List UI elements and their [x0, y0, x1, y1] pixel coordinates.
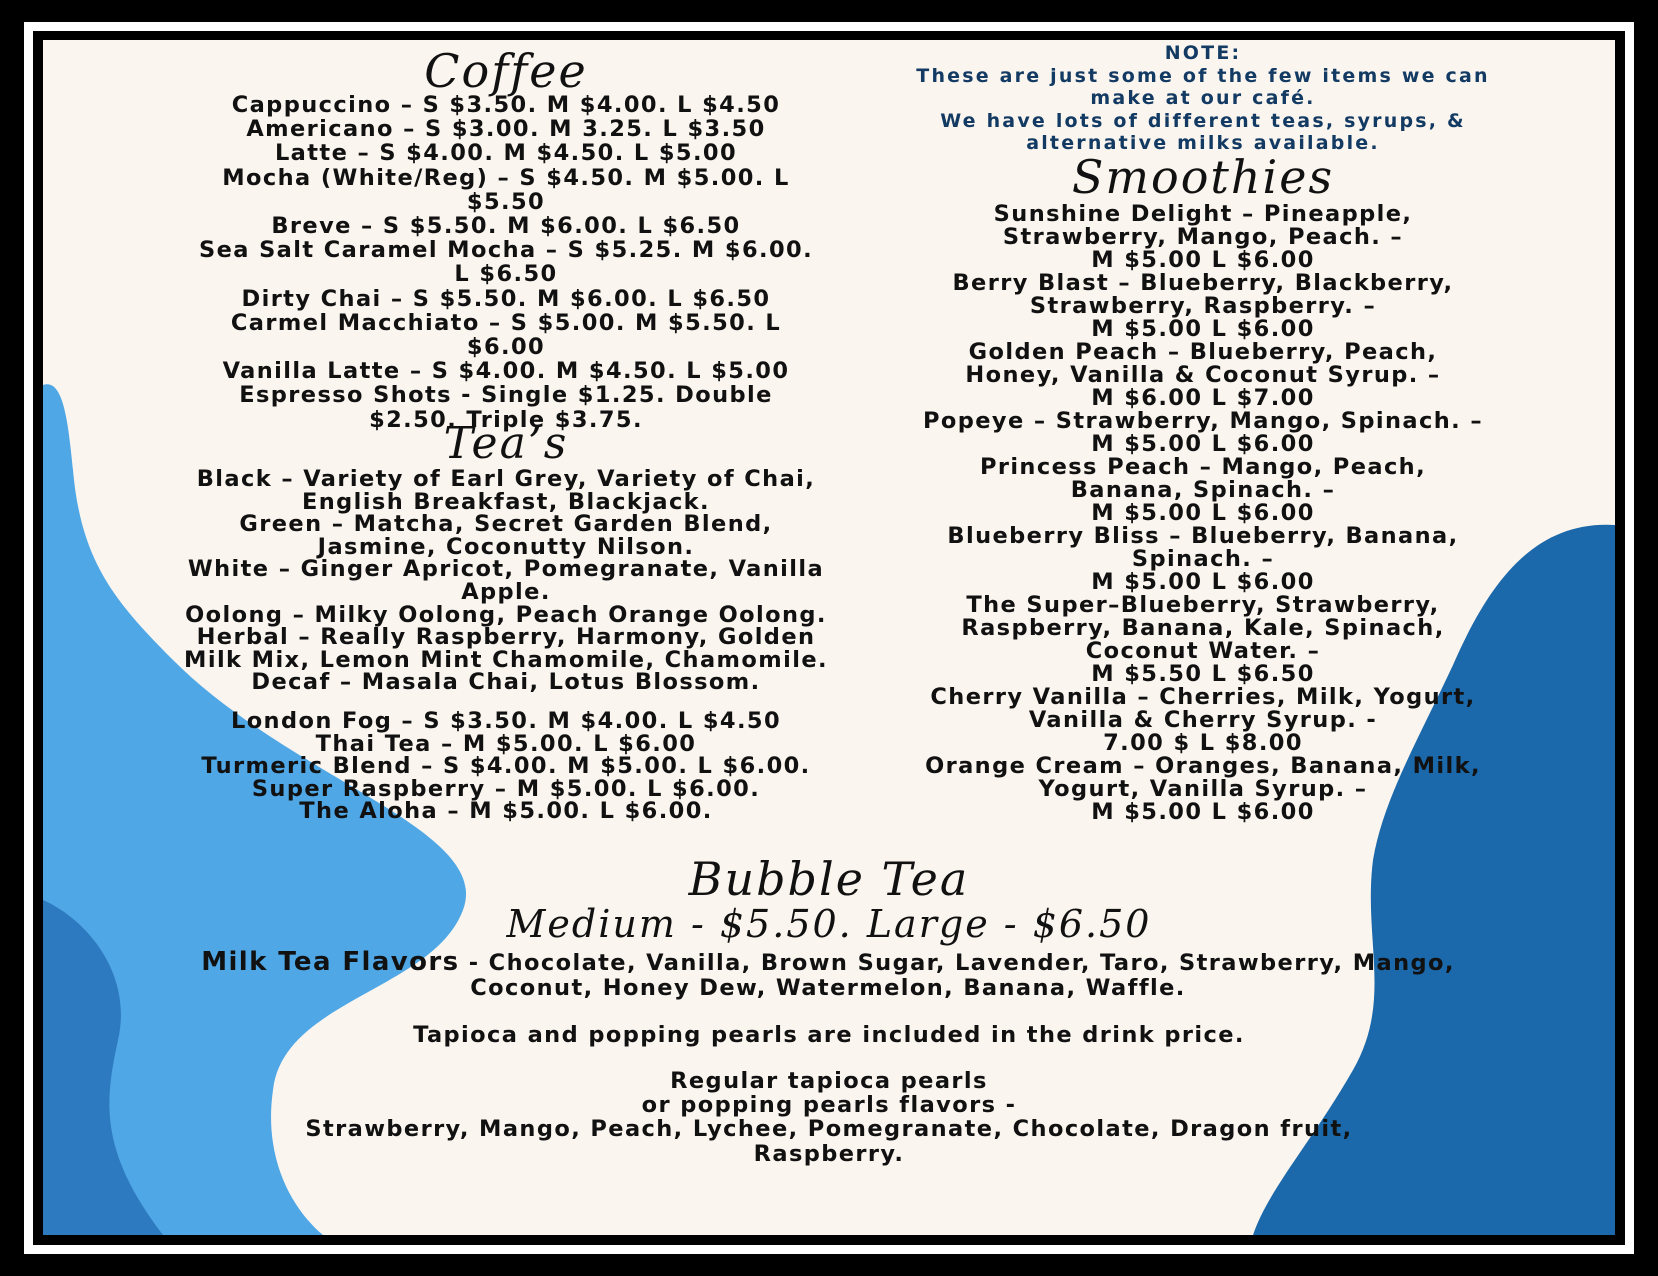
tea-drink-item: Thai Tea – M $5.00. L $6.00: [315, 730, 697, 757]
smoothie-line: Strawberry, Raspberry. –: [1029, 293, 1377, 319]
note-line: These are just some of the few items we can: [916, 64, 1490, 87]
smoothie-line: Banana, Spinach. –: [1070, 477, 1336, 503]
smoothie-line: The Super–Blueberry, Strawberry,: [966, 592, 1440, 618]
menu-note: [843, 42, 1563, 155]
coffee-item: Espresso Shots - Single $1.25. Double: [239, 382, 773, 409]
tea-drink-item: Turmeric Blend – S $4.00. M $5.00. L $6.00.: [201, 753, 811, 780]
coffee-list: [71, 93, 941, 432]
bubble-tea-section-title: Bubble Tea: [688, 852, 970, 906]
smoothie-line: Cherry Vanilla – Cherries, Milk, Yogurt,: [930, 684, 1476, 710]
smoothie-price: M $5.00 L $6.00: [1091, 799, 1315, 825]
coffee-item: Vanilla Latte – S $4.00. M $4.50. L $5.00: [222, 358, 790, 385]
bubble-tea-size-prices: Medium - $5.50. Large - $6.50: [506, 902, 1152, 946]
note-line: We have lots of different teas, syrups, &: [940, 109, 1466, 132]
milk-tea-flavors: [193, 947, 1463, 1001]
coffee-item: Dirty Chai – S $5.50. M $6.00. L $6.50: [241, 285, 771, 312]
smoothie-line: Popeye – Strawberry, Mango, Spinach. –: [923, 408, 1483, 434]
smoothie-price: M $6.00 L $7.00: [1091, 385, 1315, 411]
tea-variety-line: Jasmine, Coconutty Nilson.: [317, 533, 695, 560]
coffee-item: Mocha (White/Reg) – S $4.50. M $5.00. L: [222, 164, 790, 191]
tea-variety-line: Apple.: [461, 578, 551, 605]
smoothie-line: Blueberry Bliss – Blueberry, Banana,: [947, 523, 1459, 549]
coffee-item: Cappuccino – S $3.50. M $4.00. L $4.50: [231, 92, 781, 118]
smoothie-line: Spinach. –: [1131, 546, 1275, 572]
milk-tea-label: Milk Tea Flavors: [201, 947, 460, 977]
smoothie-line: Orange Cream – Oranges, Banana, Milk,: [925, 753, 1481, 779]
smoothie-price: M $5.00 L $6.00: [1091, 247, 1315, 273]
coffee-item: $6.00: [466, 334, 546, 361]
coffee-item: L $6.50: [454, 261, 558, 288]
tea-variety-line: Herbal – Really Raspberry, Harmony, Golden: [196, 624, 816, 651]
tea-variety-line: Milk Mix, Lemon Mint Chamomile, Chamomile.: [184, 646, 828, 673]
smoothie-line: Golden Peach – Blueberry, Peach,: [968, 339, 1438, 365]
milk-tea-flavor-list: - Chocolate, Vanilla, Brown Sugar, Lavender, Taro, Strawberry, Mango, Coconut, Honey Dew, Watermelon, Banana, Waffle.: [459, 950, 1455, 1001]
tea-drink-item: Super Raspberry – M $5.00. L $6.00.: [251, 775, 761, 802]
smoothie-line: Coconut Water. –: [1085, 638, 1321, 664]
coffee-section-title: Coffee: [424, 44, 588, 98]
smoothie-price: 7.00 $ L $8.00: [1103, 730, 1303, 756]
smoothies-list: [843, 203, 1563, 824]
pearl-heading-line: Regular tapioca pearls: [670, 1068, 988, 1094]
tea-section-title: Tea’s: [443, 418, 569, 469]
pearl-flavors-block: [143, 1069, 1515, 1166]
note-line: alternative milks available.: [1026, 132, 1380, 155]
smoothie-price: M $5.00 L $6.00: [1091, 431, 1315, 457]
note-line: make at our café.: [1090, 87, 1316, 110]
pearls-included-note: Tapioca and popping pearls are included in the drink price.: [413, 1022, 1245, 1048]
smoothie-line: Berry Blast – Blueberry, Blackberry,: [952, 270, 1454, 296]
tea-variety-line: Oolong – Milky Oolong, Peach Orange Oolong.: [185, 601, 827, 628]
tea-variety-line: White – Ginger Apricot, Pomegranate, Vanilla: [187, 556, 825, 583]
coffee-item: $2.50. Triple $3.75.: [369, 406, 643, 433]
pearl-heading-line: or popping pearls flavors -: [641, 1092, 1017, 1119]
smoothie-price: M $5.00 L $6.00: [1091, 569, 1315, 595]
smoothie-line: Strawberry, Mango, Peach. –: [1002, 224, 1404, 250]
pearl-flavor-list: Strawberry, Mango, Peach, Lychee, Pomegranate, Chocolate, Dragon fruit,: [305, 1116, 1353, 1143]
coffee-item: Sea Salt Caramel Mocha – S $5.25. M $6.00.: [198, 237, 814, 264]
note-line: NOTE:: [1164, 42, 1242, 64]
coffee-item: Carmel Macchiato – S $5.00. M $5.50. L: [230, 309, 782, 336]
tea-drink-item: London Fog – S $3.50. M $4.00. L $4.50: [230, 708, 782, 734]
tea-drink-item: The Aloha – M $5.00. L $6.00.: [299, 798, 713, 825]
menu-panel: [43, 40, 1615, 1235]
tea-variety-line: Green – Matcha, Secret Garden Blend,: [239, 511, 773, 538]
pearl-flavor-list-end: Raspberry.: [753, 1140, 905, 1167]
tea-varieties-list: [71, 468, 941, 694]
coffee-item: Latte – S $4.00. M $4.50. L $5.00: [274, 140, 738, 167]
smoothie-line: Honey, Vanilla & Coconut Syrup. –: [965, 362, 1441, 388]
smoothie-line: Raspberry, Banana, Kale, Spinach,: [961, 615, 1445, 641]
coffee-item: Breve – S $5.50. M $6.00. L $6.50: [271, 213, 741, 240]
smoothie-line: Sunshine Delight – Pineapple,: [993, 201, 1413, 227]
coffee-item: Americano – S $3.00. M 3.25. L $3.50: [246, 116, 766, 143]
tea-variety-line: English Breakfast, Blackjack.: [301, 488, 710, 515]
smoothie-line: Princess Peach – Mango, Peach,: [979, 454, 1427, 480]
smoothie-line: Yogurt, Vanilla Syrup. –: [1038, 776, 1368, 802]
smoothie-price: M $5.50 L $6.50: [1091, 661, 1315, 687]
tea-variety-line: Black – Variety of Earl Grey, Variety of Chai,: [196, 466, 816, 492]
tea-variety-line: Decaf – Masala Chai, Lotus Blossom.: [251, 669, 761, 696]
smoothie-price: M $5.00 L $6.00: [1091, 316, 1315, 342]
smoothie-price: M $5.00 L $6.00: [1091, 500, 1315, 526]
smoothies-section-title: Smoothies: [1071, 150, 1335, 204]
tea-drinks-list: [71, 710, 941, 823]
smoothie-line: Vanilla & Cherry Syrup. -: [1028, 707, 1378, 733]
coffee-item: $5.50: [466, 188, 546, 215]
